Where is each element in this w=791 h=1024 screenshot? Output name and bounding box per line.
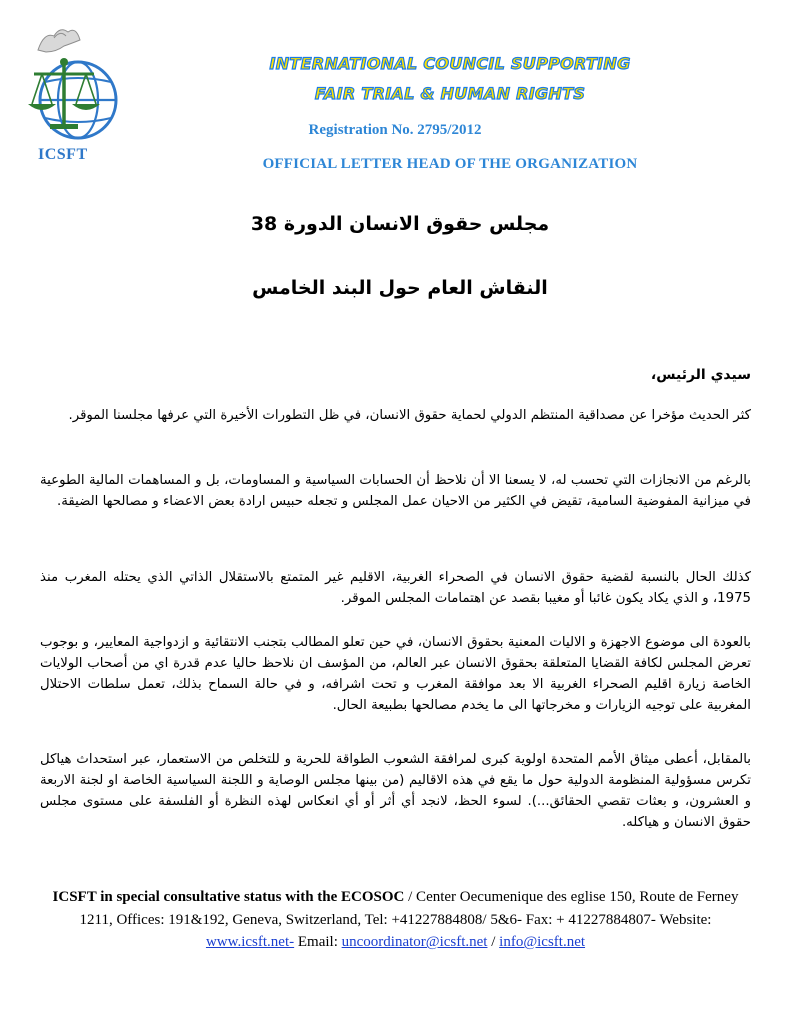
organization-name-line2: FAIR TRIAL & HUMAN RIGHTS <box>314 84 586 103</box>
document-title: مجلس حقوق الانسان الدورة 38 <box>250 213 550 235</box>
body-paragraph: بالمقابل، أعطى ميثاق الأمم المتحدة اولوية كبرى لمرافقة الشعوب الطواقة للحرية و للتخلص من الاستعمار، عبر استحداث هياكل تكرس مسؤولية المنظومة الدولية حول ما يقع في هذه الاقاليم (من بينها مجلس الوصاية و اللجنة السياسية الخاصة او لجنة الاربعة و العشرون، و بعثات تقصي الحقائق...). لسوء الحظ، لانجد أي أثر أو أي انعكاس لهذه النظرة أو الفلسفة على مستوى مجلس حقوق الانسان و هياكله. <box>40 752 751 830</box>
salutation: سيدي الرئيس، <box>650 367 751 383</box>
document-subtitle: النقاش العام حول البند الخامس <box>252 277 548 299</box>
footer-ecosoc-status: ICSFT in special consultative status with the ECOSOC <box>52 889 405 905</box>
footer-separator: / <box>487 934 500 950</box>
footer-address: / Center Oecumenique des eglise 150, Route de Ferney 1211, Offices: 191&192, Geneva, Switzerland, Tel: +41227884808/ 5&6- Fax: + 41227884807- Website: <box>79 889 739 928</box>
registration-number: Registration No. 2795/2012 <box>308 122 482 138</box>
body-paragraph: كثر الحديث مؤخرا عن مصداقية المنتظم الدولي لحماية حقوق الانسان، في ظل التطورات الأخيرة التي عرفها مجلسنا الموقر. <box>68 408 751 423</box>
dove-scales-globe-icon <box>20 22 130 142</box>
letterhead-caption: OFFICIAL LETTER HEAD OF THE ORGANIZATION <box>262 156 638 172</box>
email-link-coordinator[interactable]: uncoordinator@icsft.net <box>341 934 488 950</box>
organization-name-line1: INTERNATIONAL COUNCIL SUPPORTING <box>269 54 631 73</box>
logo-acronym: ICSFT <box>38 146 88 163</box>
body-paragraph: بالعودة الى موضوع الاجهزة و الاليات المعنية بحقوق الانسان، في حين تعلو المطالب بتجنب الانتقائية و ازدواجية المعايير، و بوجوب تعرض المجلس لكافة القضايا المتعلقة بحقوق الانسان عبر العالم، من المؤسف ان نلاحظ حاليا عدم قدرة اي من أصحاب الولايات الخاصة زيارة اقليم الصحراء الغربية الا بعد موافقة المغرب و تحت اشرافه، و في حالة السماح بذلك، تعمل سلطات الاحتلال المغربية على توجيه الزيارات و مخرجاتها الى ما يخدم مصالحها بطبيعة الحال. <box>40 635 751 713</box>
organization-logo <box>20 22 130 142</box>
body-paragraph: كذلك الحال بالنسبة لقضية حقوق الانسان في الصحراء الغربية، الاقليم غير المتمتع بالاستقلال الذاتي الذي يحتله المغرب منذ 1975، و الذي يكاد يكون غائبا أو مغيبا بقصد عن اهتمامات المجلس الموقر. <box>40 570 751 606</box>
website-link[interactable]: www.icsft.net- <box>205 934 295 950</box>
footer-contact <box>40 886 751 954</box>
body-paragraph: بالرغم من الانجازات التي تحسب له، لا يسعنا الا أن نلاحظ أن الحسابات السياسية و المساومات، بل و المساهمات المالية الطوعية في ميزانية المفوضية السامية، تقيض في الكثير من الاحيان عمل المجلس و تجعله حبيس ارادة بعض الاعضاء و مصالحها الضيقة. <box>40 473 751 509</box>
footer-email-label: Email: <box>294 934 342 950</box>
email-link-info[interactable]: info@icsft.net <box>499 934 586 950</box>
